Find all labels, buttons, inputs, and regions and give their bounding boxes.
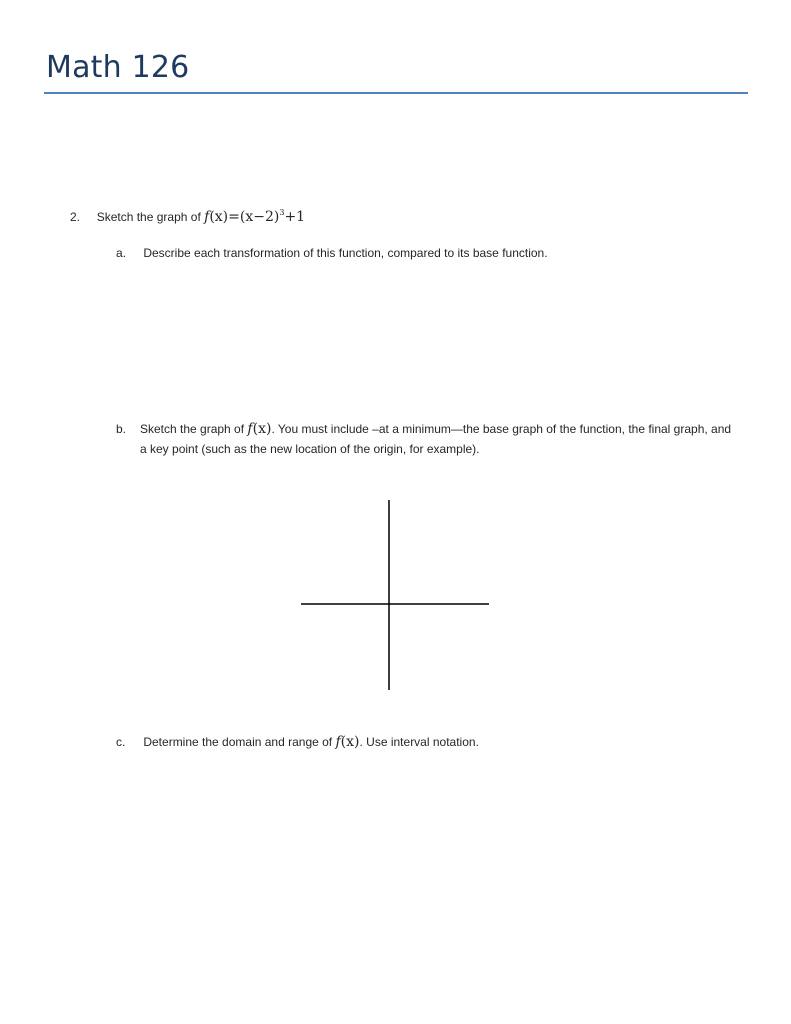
page-title: Math 126 (46, 50, 190, 85)
part-b-label: b. (116, 422, 127, 436)
part-b-text: Sketch the graph of f(x). You must include –at a minimum—the base graph of the function, the final graph, and a key point (such as the new location of the origin, for example). (140, 421, 732, 456)
part-b (116, 419, 740, 459)
question-2 (70, 203, 305, 227)
part-c-label: c. (116, 735, 126, 749)
part-a (116, 243, 548, 263)
part-c-text: Determine the domain and range of f(x). Use interval notation. (143, 734, 479, 750)
part-a-text: Describe each transformation of this function, compared to its base function. (143, 246, 548, 260)
question-prompt: Sketch the graph of (96, 210, 201, 224)
title-divider (44, 92, 748, 94)
part-a-label: a. (116, 246, 127, 260)
part-c (116, 732, 479, 752)
function-expression: $f(x)=(x-2)^3+1$ (204, 208, 306, 225)
blank-coordinate-axes (300, 500, 490, 690)
question-number: 2. (70, 210, 81, 224)
